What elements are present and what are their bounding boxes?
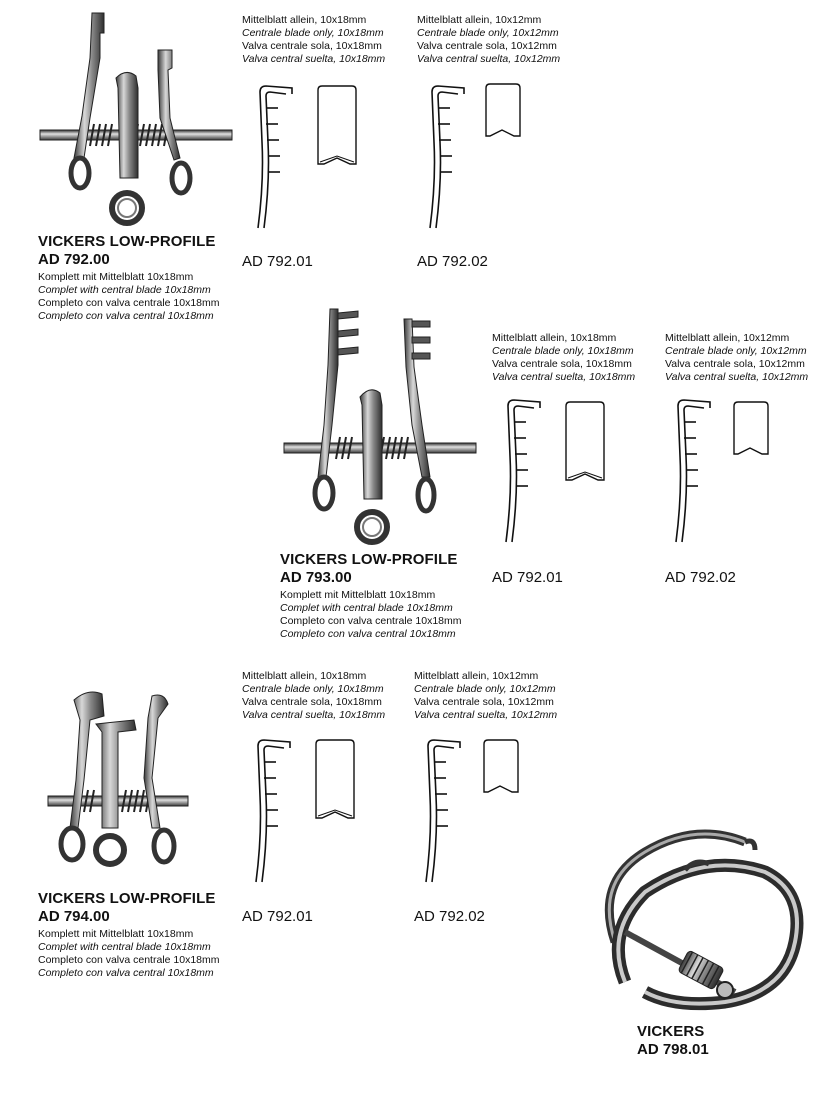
blade-front-drawing (482, 80, 526, 149)
blade-side-drawing (418, 82, 478, 237)
blade-code: AD 792.02 (417, 253, 488, 270)
product-title: VICKERS LOW-PROFILE (38, 890, 216, 907)
blade-code: AD 792.02 (414, 908, 485, 925)
blade-side-drawing (414, 736, 474, 891)
blade-front-drawing (730, 398, 774, 467)
blade-description: Mittelblatt allein, 10x18mm Centrale blade only, 10x18mm Valva centrale sola, 10x18mm Valva central suelta, 10x18mm (492, 332, 636, 383)
blade-description: Mittelblatt allein, 10x18mm Centrale blade only, 10x18mm Valva centrale sola, 10x18mm Valva central suelta, 10x18mm (242, 14, 386, 65)
product-title: VICKERS (637, 1023, 705, 1040)
blade-front-drawing (312, 736, 360, 831)
product-code: AD 792.00 (38, 251, 110, 268)
blade-description: Mittelblatt allein, 10x12mm Centrale blade only, 10x12mm Valva centrale sola, 10x12mm Valva central suelta, 10x12mm (417, 14, 561, 65)
blade-side-drawing (246, 82, 306, 237)
product-code: AD 794.00 (38, 908, 110, 925)
product-title: VICKERS LOW-PROFILE (280, 551, 458, 568)
blade-code: AD 792.02 (665, 569, 736, 586)
product-code: AD 793.00 (280, 569, 352, 586)
retractor-image-794 (44, 688, 194, 893)
blade-front-drawing (562, 398, 610, 493)
blade-side-drawing (494, 396, 554, 551)
retractor-image-792 (30, 8, 240, 238)
product-description: Komplett mit Mittelblatt 10x18mm Complet with central blade 10x18mm Completo con valva centrale 10x18mm Completo con valva central 10x18mm (38, 271, 220, 322)
blade-description: Mittelblatt allein, 10x12mm Centrale blade only, 10x12mm Valva centrale sola, 10x12mm Valva central suelta, 10x12mm (665, 332, 809, 383)
blade-code: AD 792.01 (242, 253, 313, 270)
retractor-image-798 (585, 822, 805, 1027)
blade-side-drawing (244, 736, 304, 891)
product-description: Komplett mit Mittelblatt 10x18mm Complet with central blade 10x18mm Completo con valva centrale 10x18mm Completo con valva central 10x18mm (280, 589, 462, 640)
product-description: Komplett mit Mittelblatt 10x18mm Complet with central blade 10x18mm Completo con valva centrale 10x18mm Completo con valva central 10x18mm (38, 928, 220, 979)
blade-description: Mittelblatt allein, 10x12mm Centrale blade only, 10x12mm Valva centrale sola, 10x12mm Valva central suelta, 10x12mm (414, 670, 558, 721)
blade-code: AD 792.01 (242, 908, 313, 925)
blade-front-drawing (314, 82, 362, 177)
blade-description: Mittelblatt allein, 10x18mm Centrale blade only, 10x18mm Valva centrale sola, 10x18mm Valva central suelta, 10x18mm (242, 670, 386, 721)
product-code: AD 798.01 (637, 1041, 709, 1058)
retractor-image-793 (280, 305, 480, 555)
blade-code: AD 792.01 (492, 569, 563, 586)
blade-front-drawing (480, 736, 524, 805)
blade-side-drawing (664, 396, 724, 551)
product-title: VICKERS LOW-PROFILE (38, 233, 216, 250)
